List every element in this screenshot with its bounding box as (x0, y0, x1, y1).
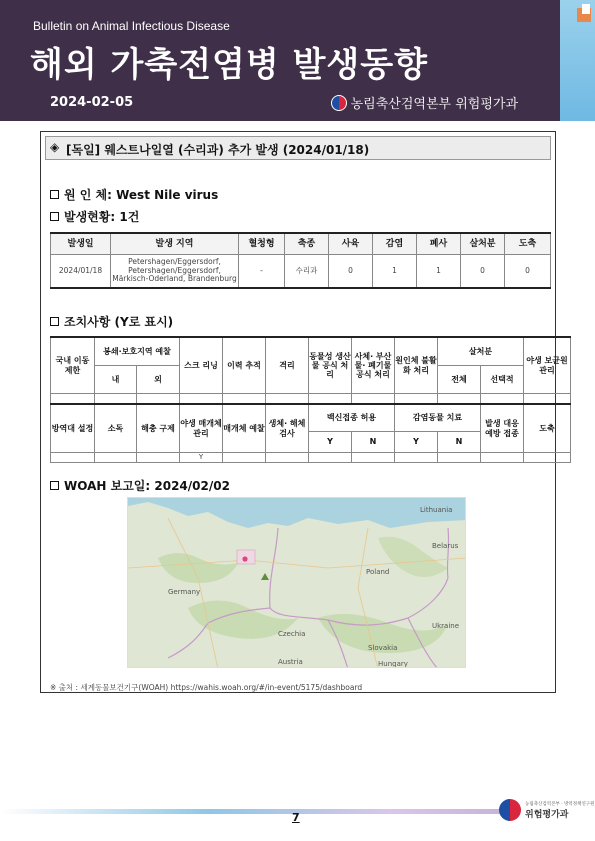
header-cell: 원인체 불활화 처리 (395, 337, 438, 394)
government-emblem-icon (331, 95, 347, 111)
map-label: Austria (278, 658, 303, 666)
header-cell: 외 (137, 366, 180, 394)
wild-vector-value-cell: Y (180, 453, 223, 463)
region-line: Märkisch-Oderland, Brandenburg (112, 274, 237, 284)
header-cell: 전체 (438, 366, 481, 394)
region-line: Petershagen/Eggersdorf, (128, 265, 221, 275)
table-header-row (51, 233, 551, 255)
date-cell: 2024/01/18 (51, 255, 111, 289)
header-cell: 사체· 부산물· 폐기물 공식 처리 (352, 337, 395, 394)
value-cell (438, 394, 481, 404)
bulletin-subtitle: Bulletin on Animal Infectious Disease (33, 19, 230, 33)
diamond-bullet-icon: ◈ (50, 140, 60, 154)
measures-text: 조치사항 (Y로 표시) (64, 315, 174, 329)
table-row (51, 453, 571, 463)
region-line: Petershagen/Eggersdorf, (128, 257, 221, 267)
value-cell (524, 453, 571, 463)
header-cell: 발생 대응 예방 접종 (481, 404, 524, 453)
header-cell: 봉쇄·보호지역 예찰 (95, 337, 180, 366)
table-row (51, 255, 551, 289)
section-title-bar (45, 136, 551, 160)
header-cell: 도축 (505, 233, 551, 255)
checkbox-square-icon (50, 212, 59, 221)
header-cell: 야생 매개체 관리 (180, 404, 223, 453)
government-emblem-icon (499, 799, 521, 821)
value-cell (137, 453, 180, 463)
source-note: ※ 출처 : 세계동물보건기구(WOAH) https://wahis.woah.org/#/in-event/5175/dashboard (50, 683, 363, 692)
bulletin-date: 2024-02-05 (50, 95, 134, 110)
header-cell: 살처분 (461, 233, 505, 255)
measures-line (50, 313, 173, 330)
page-title: 해외 가축전염병 발생동향 (30, 45, 428, 85)
header-cell: N (438, 432, 481, 453)
outbreak-marker-icon[interactable] (242, 556, 247, 561)
footer-logo-small: 농림축산검역본부 · 방역정책연구원 (525, 801, 595, 807)
footer-logo-name: 위험평가과 (525, 809, 569, 820)
value-cell (309, 394, 352, 404)
value-cell (223, 394, 266, 404)
header-cell: 방역대 설정 (51, 404, 95, 453)
checkbox-square-icon (50, 481, 59, 490)
header-cell: 살처분 (438, 337, 524, 366)
outbreak-table (50, 232, 551, 289)
pathogen-line (50, 186, 218, 203)
culled-cell: 0 (461, 255, 505, 289)
header-accent-strip (560, 0, 595, 121)
measures-table-1 (50, 336, 571, 404)
pathogen-text: 원 인 체: West Nile virus (64, 188, 219, 202)
checkbox-square-icon (50, 317, 59, 326)
value-cell (95, 453, 137, 463)
header-cell: 발생 지역 (111, 233, 239, 255)
value-cell (51, 394, 95, 404)
map-label: Belarus (432, 542, 459, 550)
country-border-line (447, 528, 448, 578)
value-cell (266, 394, 309, 404)
header-cell: Y (309, 432, 352, 453)
measures-table-2 (50, 403, 571, 463)
serotype-cell: - (239, 255, 285, 289)
value-cell (481, 453, 524, 463)
header-cell: N (352, 432, 395, 453)
footer-gradient-line (0, 809, 520, 814)
value-cell (395, 453, 438, 463)
table-row (51, 394, 571, 404)
header-cell: Y (395, 432, 438, 453)
map-label: Slovakia (368, 644, 398, 652)
value-cell (51, 453, 95, 463)
header-cell: 스크 리닝 (180, 337, 223, 394)
woah-line (50, 477, 230, 494)
map-label: Hungary (378, 660, 408, 668)
species-cell: 수리과 (285, 255, 329, 289)
agency-name: 농림축산검역본부 위험평가과 (350, 97, 518, 112)
header-cell: 생체· 해체 검사 (266, 404, 309, 453)
agency-label (331, 93, 518, 112)
woah-text: WOAH 보고일: 2024/02/02 (64, 479, 230, 493)
header-cell: 소독 (95, 404, 137, 453)
map-label: Germany (168, 588, 201, 596)
value-cell (223, 453, 266, 463)
baltic-sea-shape (128, 498, 466, 528)
header-cell: 격리 (266, 337, 309, 394)
header-cell: 동물성 생산물 공식 처리 (309, 337, 352, 394)
value-cell (180, 394, 223, 404)
header-cell: 백신접종 허용 (309, 404, 395, 432)
header-cell: 도축 (524, 404, 571, 453)
value-cell (137, 394, 180, 404)
value-cell (524, 394, 571, 404)
header-cell: 폐사 (417, 233, 461, 255)
map-label: Lithuania (420, 506, 453, 514)
slaughtered-cell: 0 (505, 255, 551, 289)
raised-cell: 0 (329, 255, 373, 289)
map-svg (128, 498, 466, 668)
header-cell: 내 (95, 366, 137, 394)
header-cell: 매개체 예찰 (223, 404, 266, 453)
outbreak-line (50, 208, 139, 225)
value-cell (95, 394, 137, 404)
outbreak-text: 발생현황: 1건 (64, 210, 140, 224)
map-label: Poland (366, 568, 390, 576)
value-cell (352, 453, 395, 463)
footer-logo-text (525, 801, 595, 820)
checkbox-square-icon (50, 190, 59, 199)
accent-tab-icon (582, 4, 590, 14)
value-cell (266, 453, 309, 463)
value-cell (481, 394, 524, 404)
header-cell: 감염동물 치료 (395, 404, 481, 432)
table-header-row (51, 404, 571, 432)
header-cell: 국내 이동 제한 (51, 337, 95, 394)
outbreak-map[interactable] (127, 497, 466, 668)
value-cell (309, 453, 352, 463)
header-cell: 야생 보균원 관리 (524, 337, 571, 394)
event-marker-icon[interactable] (261, 573, 269, 580)
region-cell (111, 255, 239, 289)
header-cell: 사육 (329, 233, 373, 255)
header-cell: 선택적 (481, 366, 524, 394)
header-cell: 축종 (285, 233, 329, 255)
header-cell: 이력 추적 (223, 337, 266, 394)
value-cell (395, 394, 438, 404)
table-header-row (51, 337, 571, 366)
header-cell: 감염 (373, 233, 417, 255)
section-title: [독일] 웨스트나일열 (수리과) 추가 발생 (2024/01/18) (66, 143, 370, 157)
infected-cell: 1 (373, 255, 417, 289)
map-label: Czechia (278, 630, 306, 638)
footer-logo (499, 799, 595, 821)
header-cell: 해충 구제 (137, 404, 180, 453)
header-cell: 혈청형 (239, 233, 285, 255)
header-banner (0, 0, 560, 121)
value-cell (352, 394, 395, 404)
page-number: 7 (292, 811, 300, 824)
header-cell: 발생일 (51, 233, 111, 255)
map-label: Ukraine (432, 622, 460, 630)
value-cell (438, 453, 481, 463)
dead-cell: 1 (417, 255, 461, 289)
